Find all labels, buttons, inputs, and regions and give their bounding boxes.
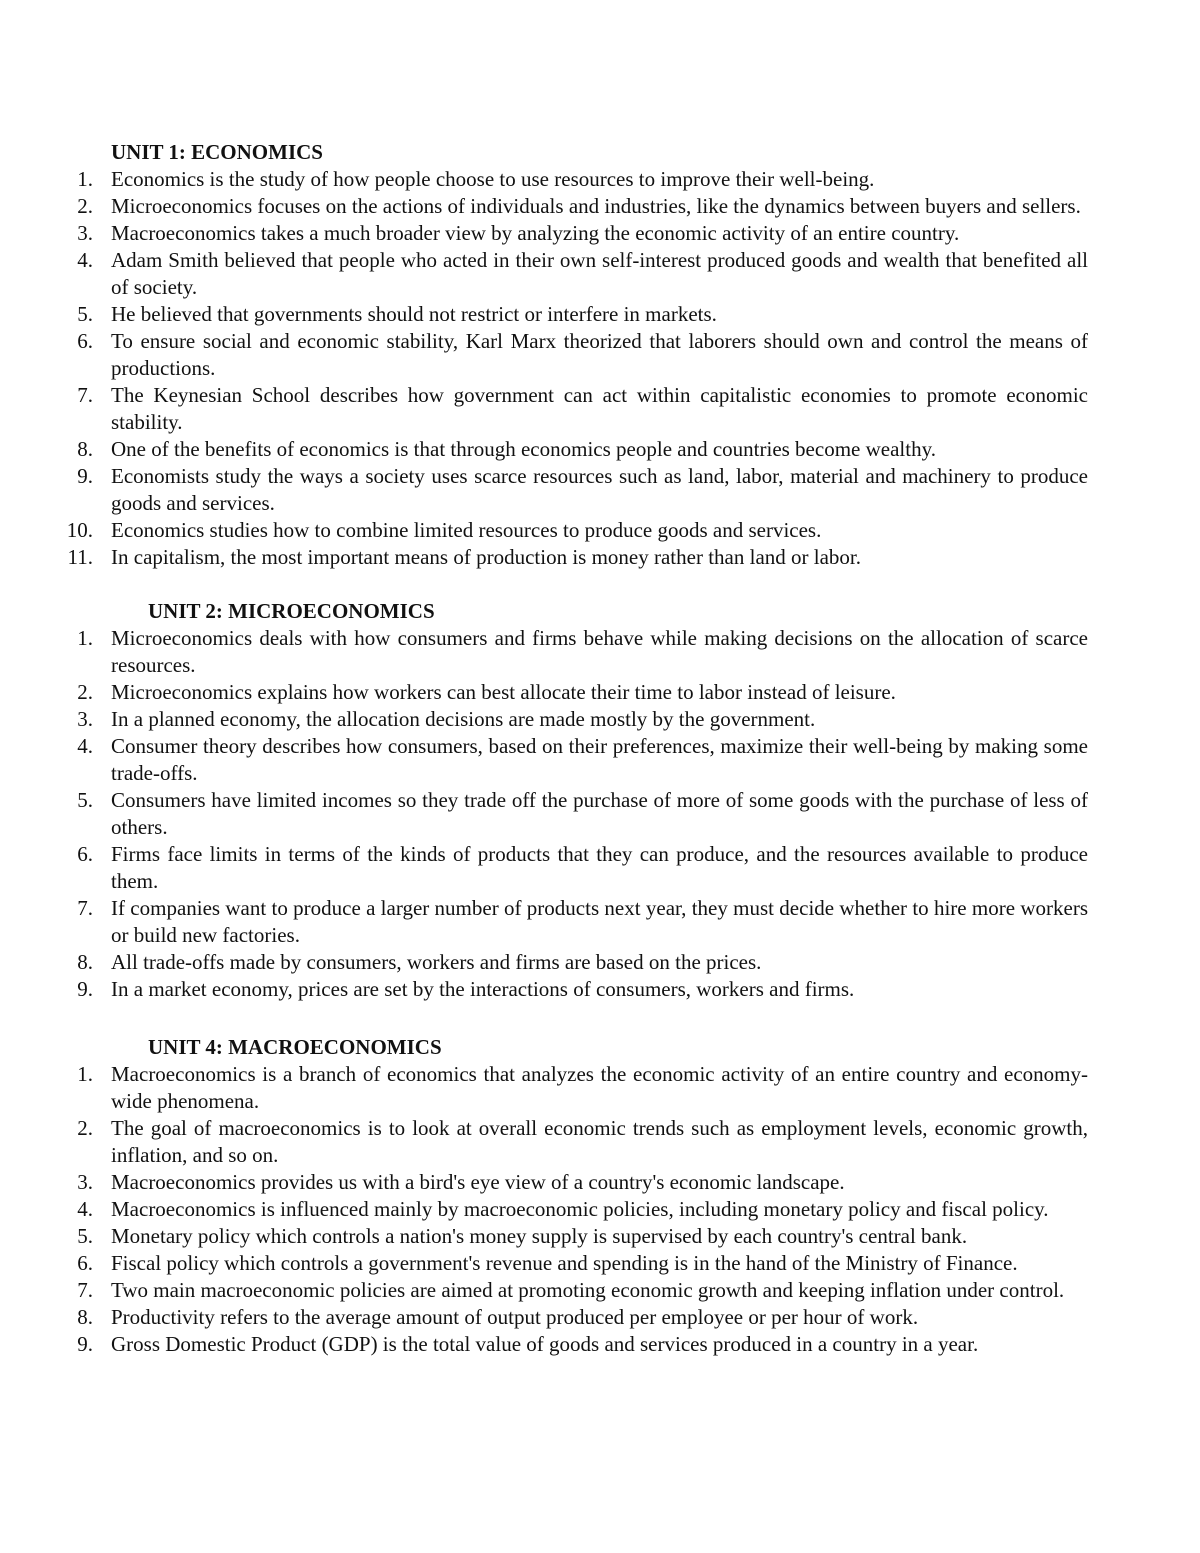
list-item [0,544,1088,571]
list-item-number: 1. [77,1062,93,1086]
unit-4-list [0,1061,1200,1358]
list-item-text: Productivity refers to the average amount of output produced per employee or per hour of work. [111,1305,919,1329]
list-item [0,733,1088,787]
list-item [0,382,1088,436]
list-item-number: 7. [77,896,93,920]
list-item-number: 4. [77,248,93,272]
list-item [0,1304,1088,1331]
list-item-number: 6. [77,329,93,353]
unit-1-list [0,166,1200,571]
list-item-text: Consumer theory describes how consumers, based on their preferences, maximize their well-being by making some trade-offs. [111,734,1088,785]
list-item [0,1277,1088,1304]
list-item [0,679,1088,706]
list-item-text: Gross Domestic Product (GDP) is the total value of goods and services produced in a country in a year. [111,1332,979,1356]
list-item-number: 2. [77,1116,93,1140]
list-item-number: 8. [77,950,93,974]
list-item-number: 4. [77,1197,93,1221]
list-item [0,1223,1088,1250]
list-item-text: Microeconomics explains how workers can best allocate their time to labor instead of leisure. [111,680,896,704]
list-item [0,787,1088,841]
list-item [0,1196,1088,1223]
list-item-text: All trade-offs made by consumers, workers and firms are based on the prices. [111,950,762,974]
list-item-number: 5. [77,788,93,812]
list-item-number: 6. [77,1251,93,1275]
list-item-number: 1. [77,167,93,191]
unit-4-heading: UNIT 4: MACROECONOMICS [148,1035,442,1059]
list-item-text: In a planned economy, the allocation decisions are made mostly by the government. [111,707,816,731]
list-item-text: Two main macroeconomic policies are aimed at promoting economic growth and keeping inflation under control. [111,1278,1065,1302]
list-item-text: Adam Smith believed that people who acted in their own self-interest produced goods and wealth that benefited all of society. [111,248,1088,299]
list-item-number: 3. [77,1170,93,1194]
list-item-number: 5. [77,1224,93,1248]
unit-1-heading: UNIT 1: ECONOMICS [111,140,323,164]
unit-2-section [0,598,1200,1003]
list-item-text: Macroeconomics is a branch of economics that analyzes the economic activity of an entire country and economy-wide phenomena. [111,1062,1088,1113]
list-item-text: One of the benefits of economics is that through economics people and countries become wealthy. [111,437,936,461]
list-item [0,463,1088,517]
list-item [0,1061,1088,1115]
list-item [0,949,1088,976]
list-item-text: Economists study the ways a society uses scarce resources such as land, labor, material and machinery to produce goods and services. [111,464,1088,515]
list-item [0,166,1088,193]
list-item [0,328,1088,382]
list-item [0,517,1088,544]
list-item-text: Microeconomics focuses on the actions of individuals and industries, like the dynamics between buyers and sellers. [111,194,1081,218]
list-item [0,301,1088,328]
list-item-text: He believed that governments should not restrict or interfere in markets. [111,302,717,326]
list-item-number: 9. [77,1332,93,1356]
list-item-text: The goal of macroeconomics is to look at overall economic trends such as employment levels, economic growth, inflation, and so on. [111,1116,1088,1167]
list-item-text: Macroeconomics is influenced mainly by macroeconomic policies, including monetary policy and fiscal policy. [111,1197,1049,1221]
list-item [0,247,1088,301]
list-item-text: Firms face limits in terms of the kinds of products that they can produce, and the resources available to produce them. [111,842,1088,893]
list-item [0,625,1088,679]
list-item-number: 3. [77,707,93,731]
list-item-text: If companies want to produce a larger number of products next year, they must decide whether to hire more workers or build new factories. [111,896,1088,947]
unit-1-section [0,139,1200,571]
list-item-text: Fiscal policy which controls a government's revenue and spending is in the hand of the Ministry of Finance. [111,1251,1018,1275]
list-item [0,436,1088,463]
list-item-text: Economics is the study of how people choose to use resources to improve their well-being. [111,167,875,191]
list-item-text: Monetary policy which controls a nation's money supply is supervised by each country's central bank. [111,1224,968,1248]
list-item-number: 3. [77,221,93,245]
list-item-number: 8. [77,1305,93,1329]
list-item [0,193,1088,220]
list-item [0,1169,1088,1196]
list-item-number: 2. [77,194,93,218]
list-item-text: In capitalism, the most important means of production is money rather than land or labor. [111,545,861,569]
list-item [0,220,1088,247]
unit-4-section [0,1034,1200,1358]
list-item-text: The Keynesian School describes how government can act within capitalistic economies to promote economic stability. [111,383,1088,434]
list-item [0,841,1088,895]
unit-2-heading: UNIT 2: MICROECONOMICS [148,599,435,623]
list-item [0,895,1088,949]
list-item-text: Macroeconomics takes a much broader view by analyzing the economic activity of an entire country. [111,221,960,245]
list-item-text: Consumers have limited incomes so they trade off the purchase of more of some goods with the purchase of less of others. [111,788,1088,839]
list-item-number: 8. [77,437,93,461]
list-item-number: 9. [77,464,93,488]
list-item-text: In a market economy, prices are set by the interactions of consumers, workers and firms. [111,977,855,1001]
list-item-number: 7. [77,383,93,407]
list-item-number: 7. [77,1278,93,1302]
list-item-number: 4. [77,734,93,758]
list-item-number: 5. [77,302,93,326]
list-item-text: Microeconomics deals with how consumers and firms behave while making decisions on the allocation of scarce resources. [111,626,1088,677]
list-item-text: Macroeconomics provides us with a bird's eye view of a country's economic landscape. [111,1170,845,1194]
list-item-number: 10. [66,518,93,542]
list-item-number: 1. [77,626,93,650]
list-item-number: 11. [67,545,93,569]
list-item [0,976,1088,1003]
list-item-number: 9. [77,977,93,1001]
list-item [0,1331,1088,1358]
list-item-text: Economics studies how to combine limited resources to produce goods and services. [111,518,822,542]
list-item-number: 2. [77,680,93,704]
list-item [0,706,1088,733]
list-item-number: 6. [77,842,93,866]
unit-2-list [0,625,1200,1003]
list-item-text: To ensure social and economic stability, Karl Marx theorized that laborers should own and control the means of productions. [111,329,1088,380]
list-item [0,1250,1088,1277]
list-item [0,1115,1088,1169]
